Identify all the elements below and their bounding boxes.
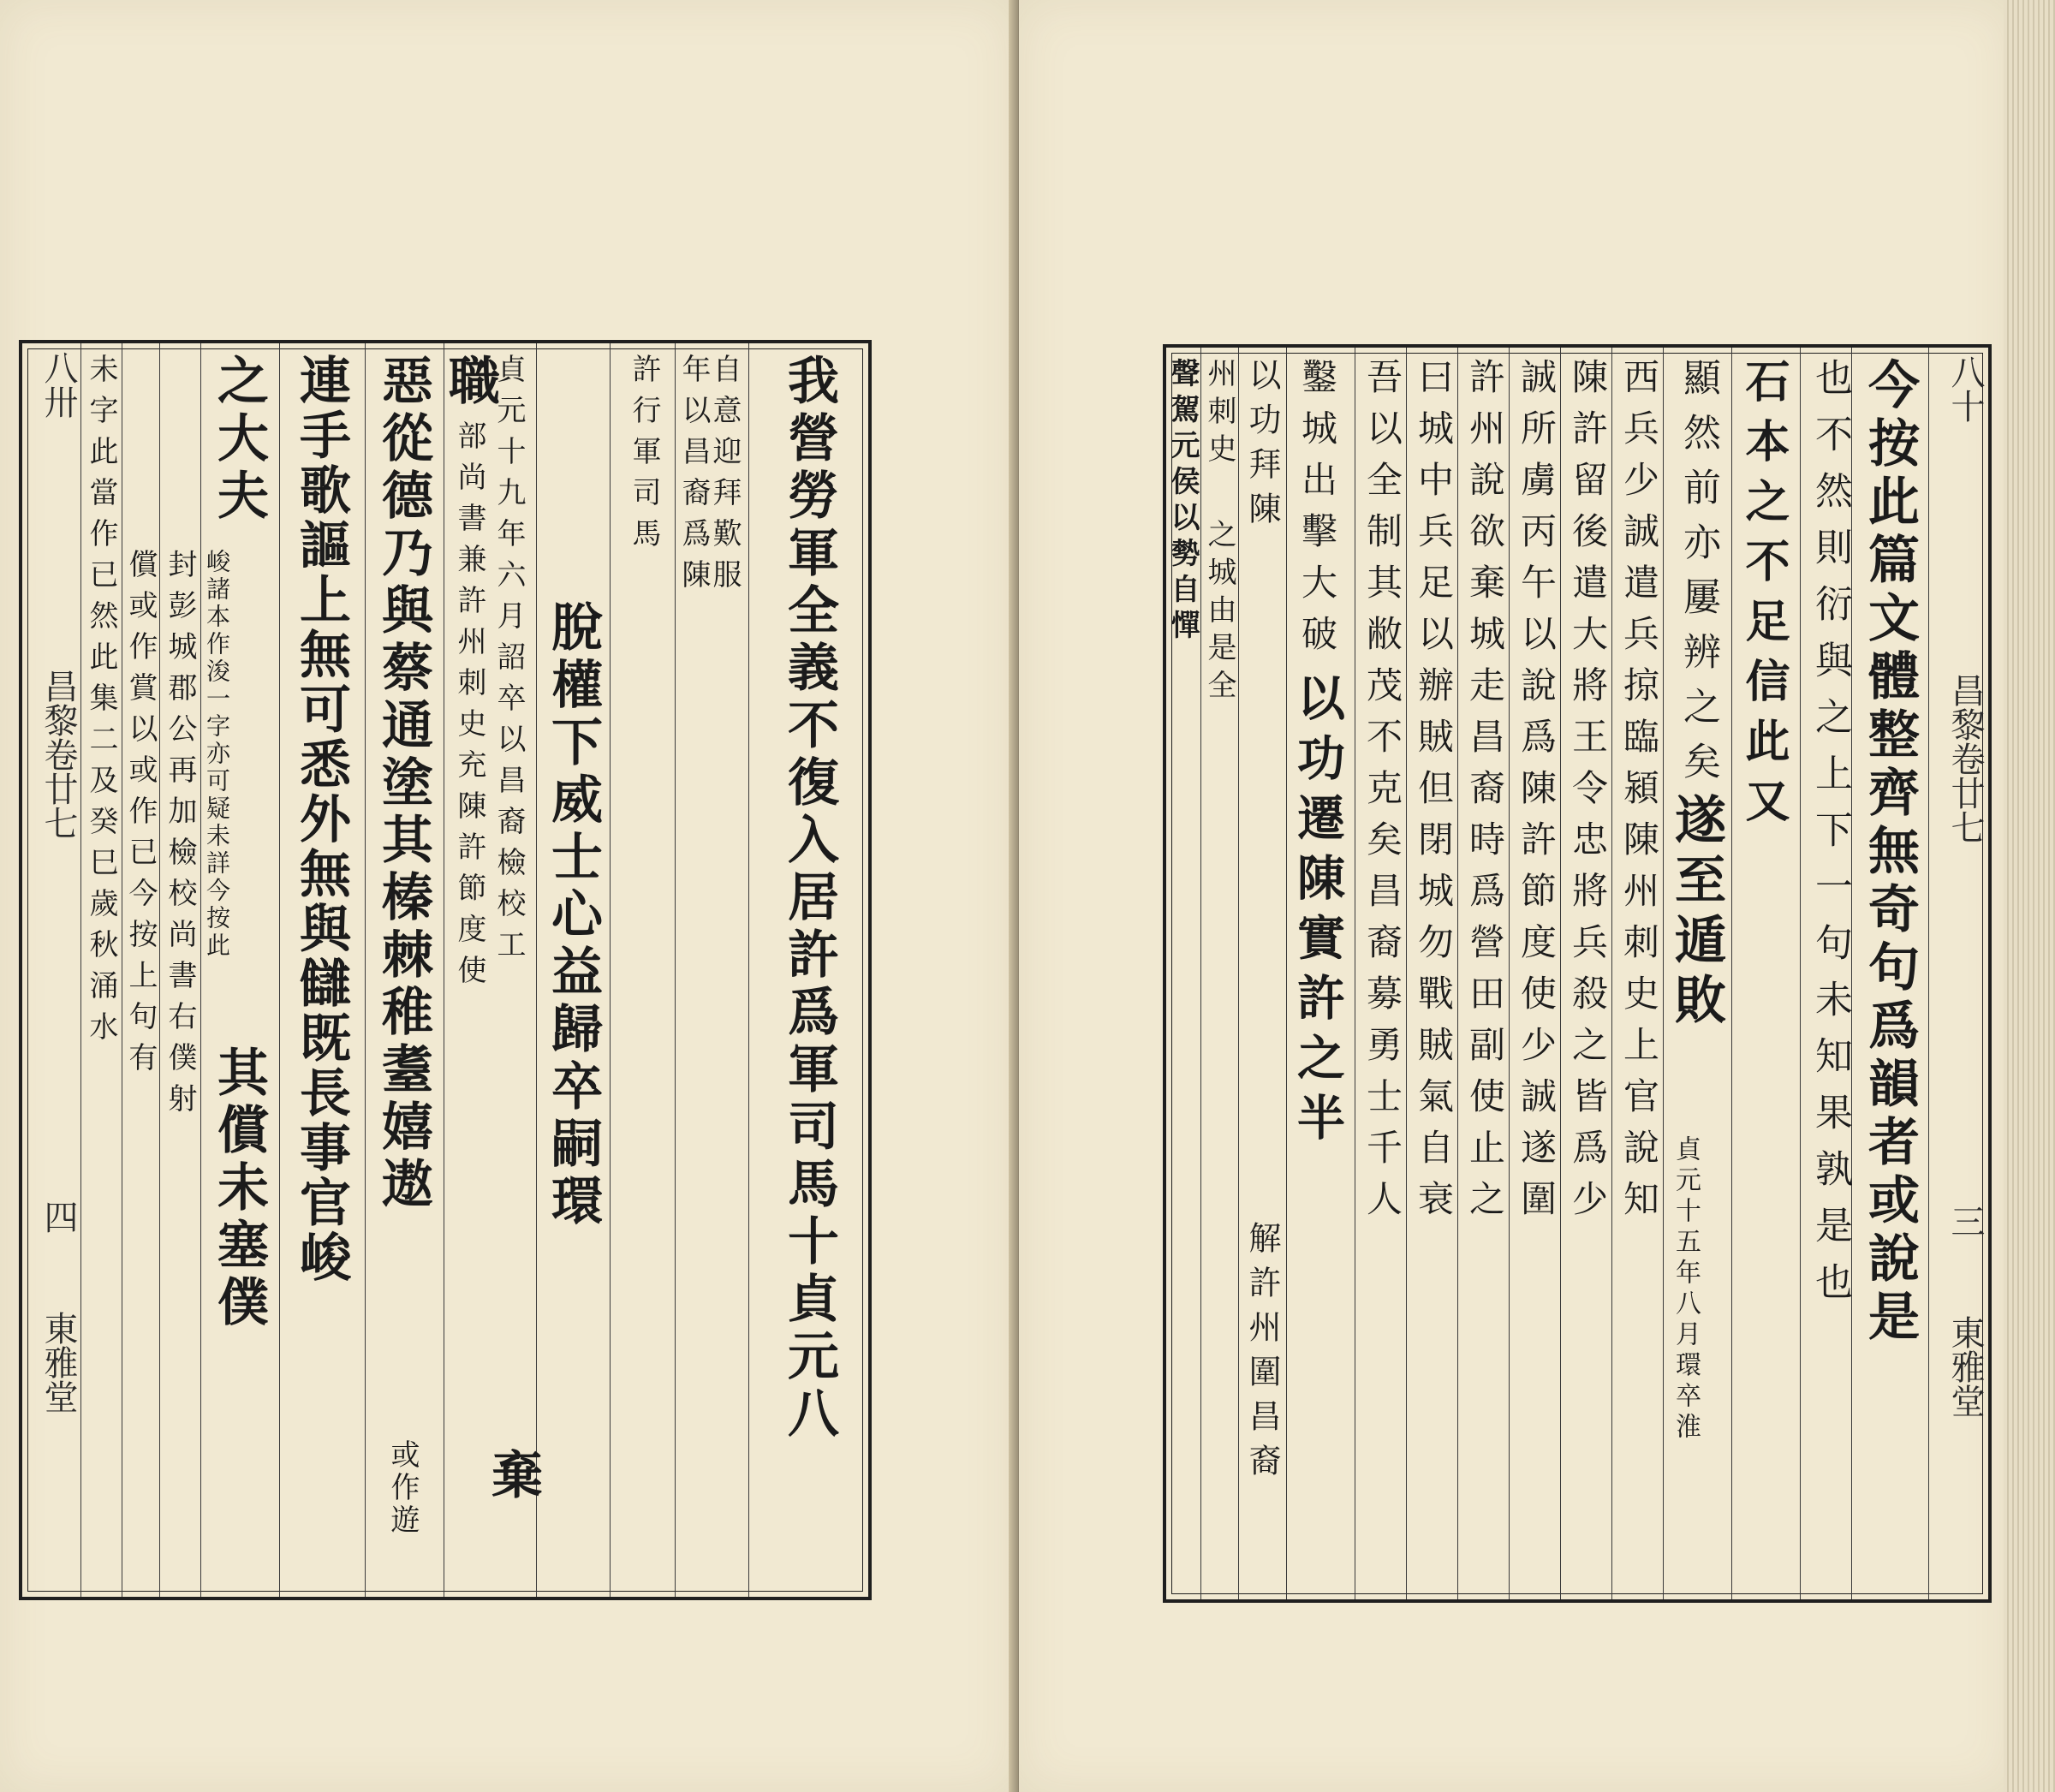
text-column: [1560, 348, 1612, 1599]
left-margin-publisher: 東雅堂: [39, 1311, 78, 1414]
commentary-text: 誠所虜丙午以說爲陳許節度使少誠遂圍: [1516, 358, 1558, 1231]
text-column: [1851, 348, 1929, 1599]
text-column: [122, 343, 160, 1597]
commentary-text: 自意迎拜歎服: [707, 354, 742, 600]
text-column: [1355, 348, 1407, 1599]
main-text: 職: [440, 354, 500, 411]
left-page: [0, 0, 1013, 1792]
text-column: [1238, 348, 1287, 1599]
right-margin-leaf: 三: [1945, 1204, 1985, 1238]
main-text: 遂至遁敗: [1666, 793, 1726, 1033]
text-column: [1663, 348, 1732, 1599]
text-column: [1509, 348, 1561, 1599]
main-text: 今按此篇文體整齊無奇句爲韻者或說是: [1860, 358, 1920, 1348]
text-column: [1800, 348, 1852, 1599]
right-page-margin: [1928, 348, 1989, 1599]
commentary-text: 陳許留後遣大將王令忠將兵殺之皆爲少: [1567, 358, 1609, 1231]
main-text: 以功遷陳實許之半: [1290, 673, 1346, 1152]
commentary-text: 貞元十五年八月環卒淮: [1671, 1135, 1701, 1444]
text-column: [1166, 348, 1200, 1599]
commentary-text: 償或作賞以或作已今按上句有: [123, 549, 158, 1083]
left-margin-title: 昌黎卷廿七: [39, 669, 78, 840]
text-column: [610, 343, 676, 1597]
commentary-text: 鑿城出擊大破: [1296, 358, 1338, 666]
text-column: [365, 343, 444, 1597]
left-margin-leaf: 四: [39, 1200, 78, 1234]
text-column: [1731, 348, 1801, 1599]
main-text: 之大夫: [209, 354, 269, 526]
main-text: 石本之不足信此又: [1737, 358, 1790, 837]
commentary-text: 部尚書兼許州刺史充陳許節度使: [452, 420, 486, 996]
text-column: [1611, 348, 1664, 1599]
commentary-text: 峻諸本作浚一字亦可疑未詳今按此: [203, 549, 231, 960]
right-page: [1019, 0, 2012, 1792]
text-column: [279, 343, 366, 1597]
right-margin-top: 八十: [1945, 354, 1985, 423]
text-column: [675, 343, 749, 1597]
commentary-text: 封彭城郡公再加檢校尚書右僕射: [163, 549, 197, 1124]
commentary-text: 顯然前亦屢辨之矣: [1677, 358, 1720, 796]
left-text-frame: [19, 340, 872, 1600]
commentary-text: 吾以全制其敝茂不克矣昌裔募勇士千人: [1361, 358, 1403, 1231]
commentary-text: 年以昌裔爲陳: [676, 354, 711, 600]
main-text: 連手歌謳上無可悉外無與讎既長事官峻: [291, 354, 351, 1285]
main-text: 棄: [483, 1448, 543, 1505]
main-text: 惡從德乃與蔡通塗其榛棘稚耋嬉遨: [373, 354, 433, 1214]
commentary-text: 也不然則衍與之上下一句未知果孰是也: [1808, 358, 1852, 1319]
right-margin-publisher: 東雅堂: [1945, 1315, 1985, 1418]
left-margin-top: 八卅: [39, 350, 78, 419]
commentary-text: 許州說欲棄城走昌裔時爲營田副使止之: [1464, 358, 1506, 1231]
commentary-text: 西兵少誠遣兵掠臨潁陳州刺史上官說知: [1618, 358, 1660, 1231]
text-column: [80, 343, 122, 1597]
commentary-text: 之城由是全: [1202, 519, 1236, 707]
text-column: [440, 343, 543, 1597]
main-text: 聲駕元侯以勢自憚: [1165, 358, 1200, 646]
commentary-text: 貞元十九年六月詔卒以昌裔檢校工: [491, 354, 526, 970]
text-column: [200, 343, 280, 1597]
commentary-text: 許行軍司馬: [627, 354, 661, 559]
main-text: 我營勞軍全義不復入居許爲軍司馬十貞元八: [779, 354, 839, 1444]
right-text-frame: [1163, 344, 1992, 1603]
text-column: [536, 343, 611, 1597]
commentary-text: 州刺史: [1202, 358, 1236, 471]
text-column: [1406, 348, 1458, 1599]
book-fore-edge: [2004, 0, 2055, 1792]
commentary-text: 未字此當作已然此集二及癸巳歲秋涌水: [84, 354, 118, 1052]
right-margin-title: 昌黎卷廿七: [1945, 673, 1985, 844]
commentary-text: 曰城中兵足以辦賊但閉城勿戰賊氣自衰: [1413, 358, 1455, 1231]
text-column: [748, 343, 854, 1597]
main-text: 其償未塞僕: [209, 1045, 269, 1332]
text-column: [159, 343, 201, 1597]
commentary-text: 或作遊: [385, 1439, 420, 1537]
main-text: 脫權下威士心益歸卒嗣環: [543, 600, 603, 1231]
text-column: [1200, 348, 1239, 1599]
left-page-margin: [22, 343, 80, 1597]
text-column: [1457, 348, 1510, 1599]
commentary-text: 以功拜陳: [1243, 358, 1281, 536]
commentary-text: 解許州圍昌裔: [1243, 1221, 1281, 1488]
text-column: [1286, 348, 1355, 1599]
